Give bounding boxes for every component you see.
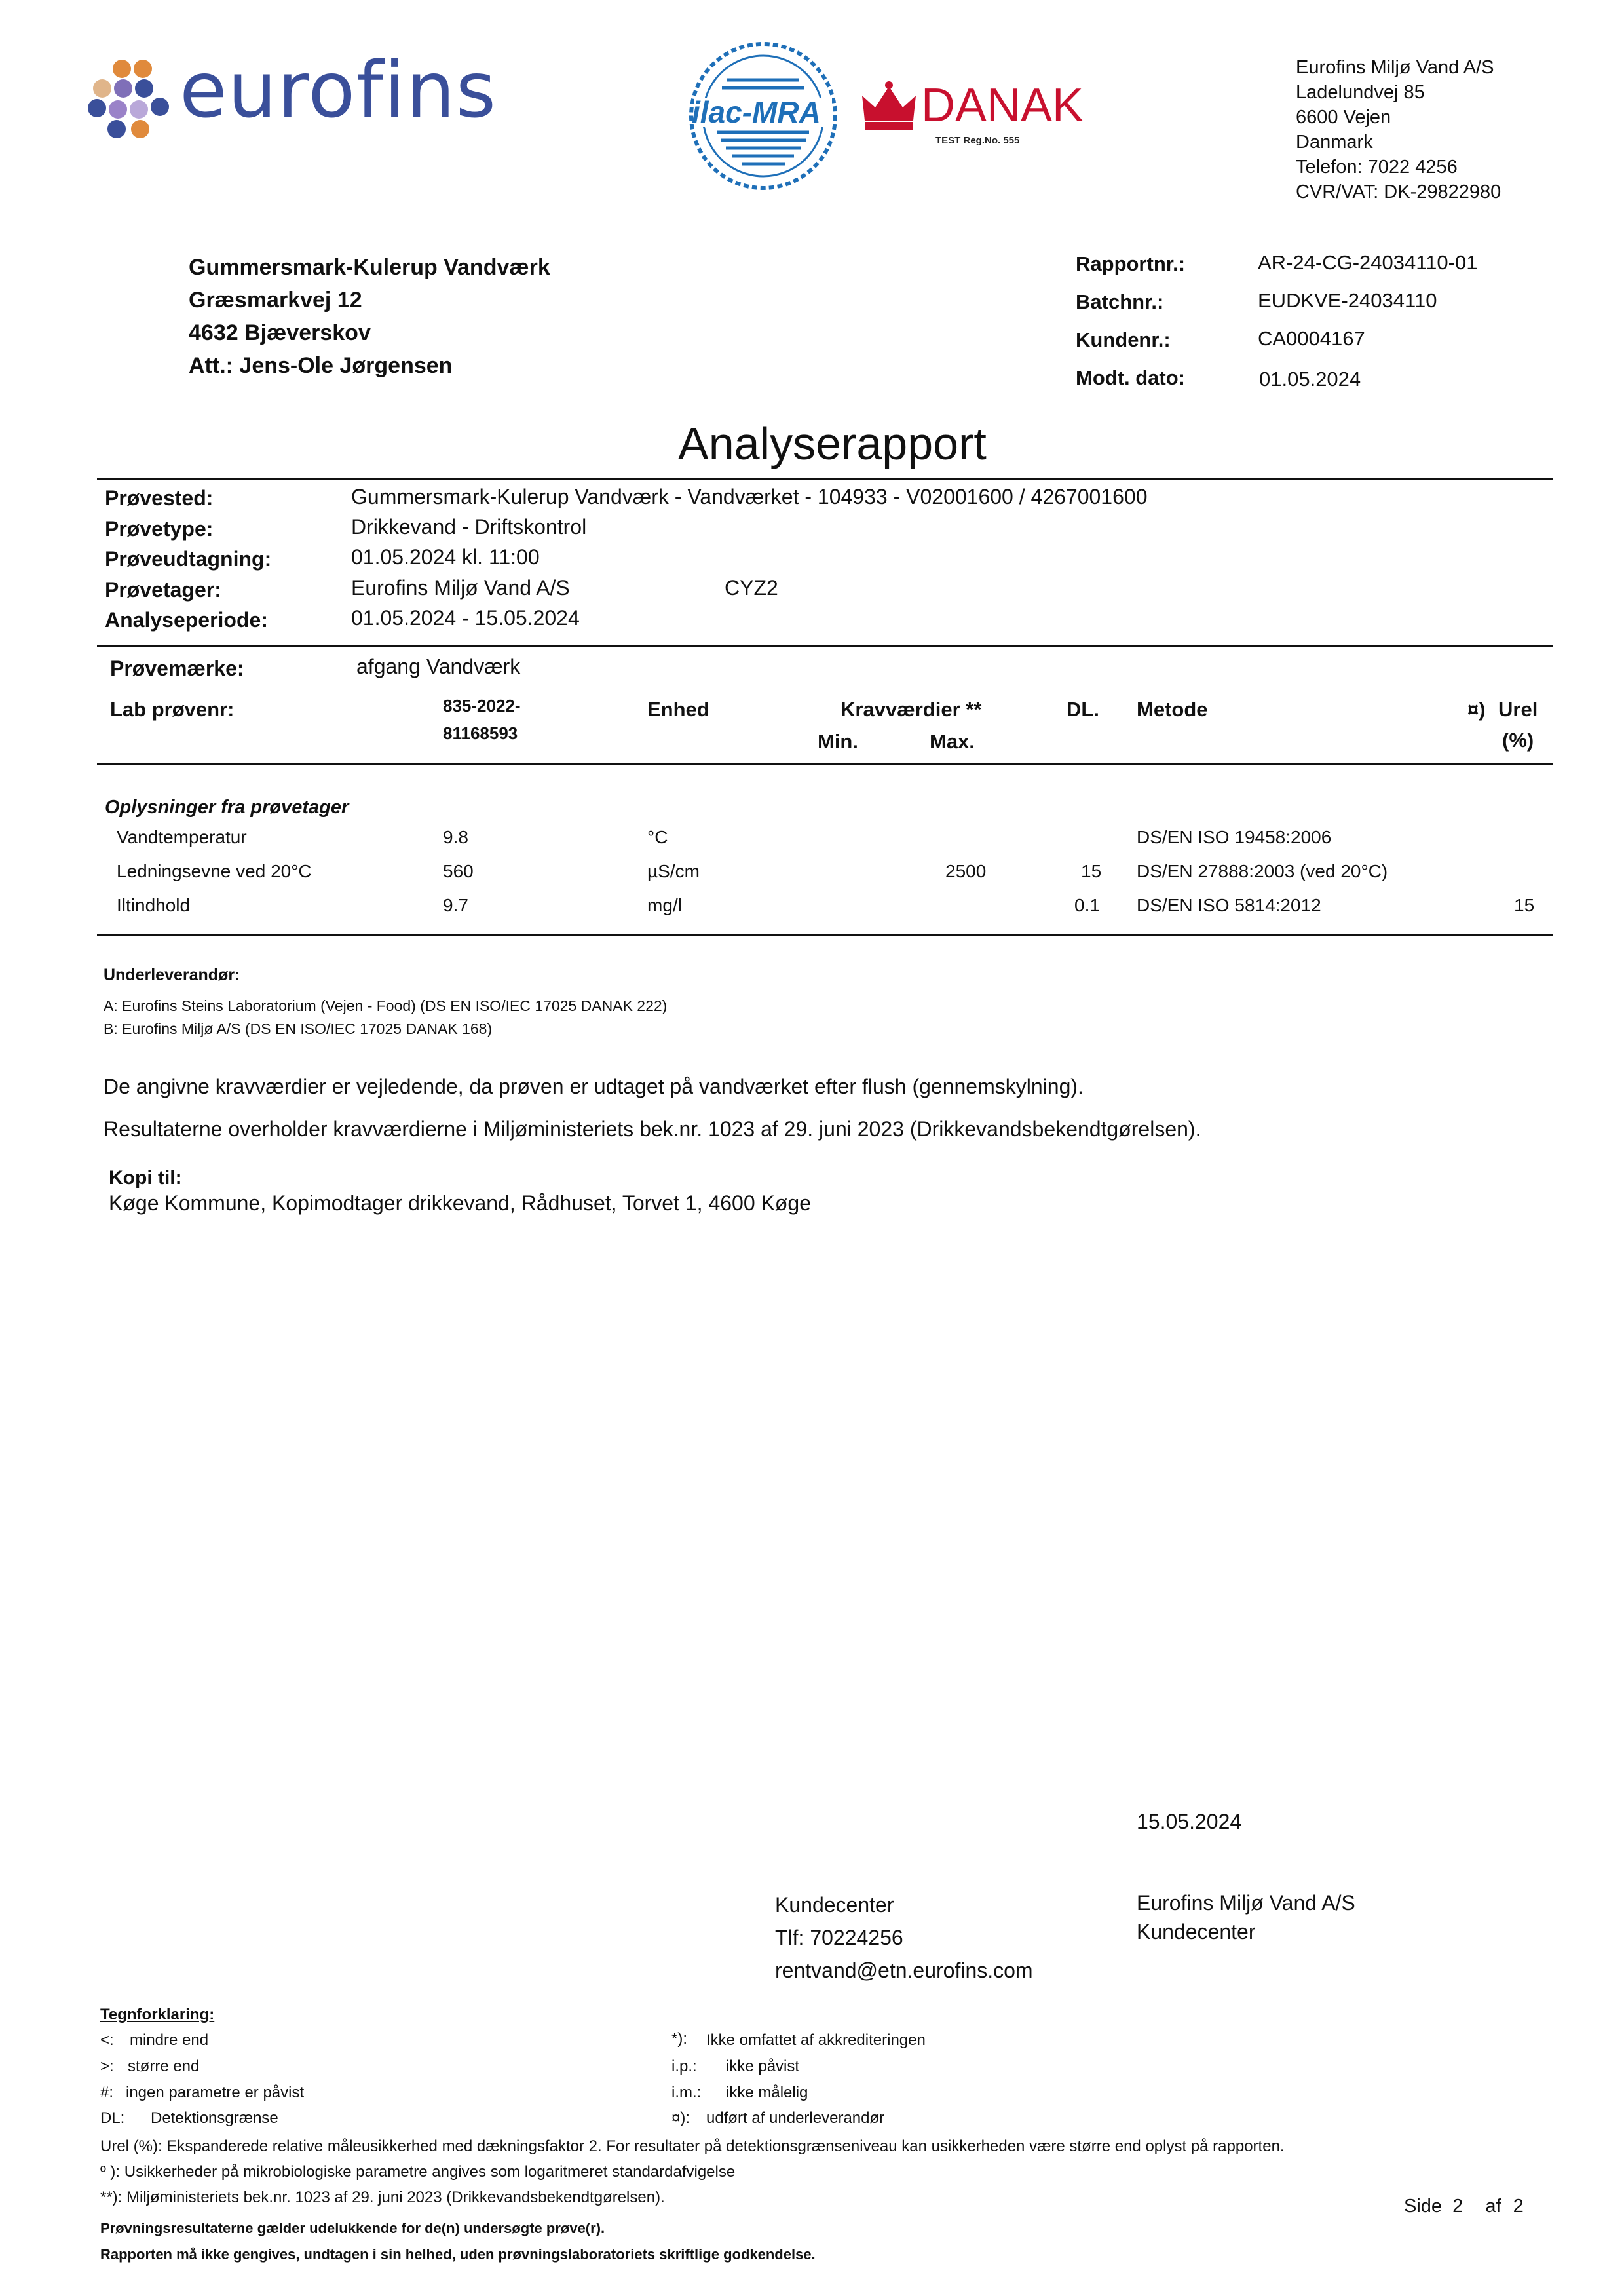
page-of-label: af: [1485, 2196, 1501, 2217]
param-value: 9.7: [443, 895, 468, 915]
customer-line: Græsmarkvej 12: [189, 288, 362, 313]
subcontractor-item: B: Eurofins Miljø A/S (DS EN ISO/IEC 17025 DANAK 168): [104, 1020, 493, 1037]
urel-unit-header: (%): [1502, 729, 1534, 752]
address-line: Ladelundvej 85: [1296, 82, 1425, 103]
legend-text: mindre end: [130, 2031, 209, 2049]
legend-text: ikke påvist: [726, 2057, 800, 2075]
danak-text: DANAK: [921, 79, 1084, 132]
legend-text: ingen parametre er påvist: [126, 2084, 305, 2101]
copy-label: Kopi til:: [109, 1167, 182, 1189]
legend-text: Detektionsgrænse: [151, 2109, 278, 2127]
sample-mark-label: Prøvemærke:: [110, 657, 244, 680]
lab-number-header: Lab prøvenr:: [110, 698, 235, 721]
lab-number-line: 835-2022-: [443, 696, 521, 716]
min-header: Min.: [818, 730, 858, 753]
legend-symbol: <:: [100, 2031, 114, 2049]
sampling-date-label: Prøveudtagning:: [105, 547, 272, 571]
legend-text: større end: [128, 2057, 200, 2075]
legend-title: Tegnforklaring:: [100, 2006, 215, 2023]
contact-line: Tlf: 70224256: [775, 1926, 903, 1949]
subcontractors-title: Underleverandør:: [104, 966, 240, 984]
customer-number-label: Kundenr.:: [1076, 328, 1171, 351]
logo-dots-icon: [88, 60, 170, 135]
param-urel: 15: [1514, 895, 1535, 915]
legend-text: ikke målelig: [726, 2084, 808, 2101]
signature-line: Kundecenter: [1137, 1920, 1256, 1943]
customer-line: 4632 Bjæverskov: [189, 320, 371, 345]
analysis-period-value: 01.05.2024 - 15.05.2024: [351, 606, 580, 630]
lab-number-line: 81168593: [443, 723, 518, 743]
customer-address: [189, 251, 550, 382]
crown-icon: [859, 81, 918, 134]
contact-line: Kundecenter: [775, 1893, 894, 1917]
legend-symbol: DL:: [100, 2109, 125, 2127]
param-value: 9.8: [443, 827, 468, 847]
address-line: Danmark: [1296, 132, 1373, 153]
customer-line: Att.: Jens-Ole Jørgensen: [189, 353, 453, 378]
sample-type-label: Prøvetype:: [105, 517, 214, 541]
analysis-period-label: Analyseperiode:: [105, 608, 268, 632]
legend-line: **): Miljøministeriets bek.nr. 1023 af 29. juni 2023 (Drikkevandsbekendtgørelsen).: [100, 2189, 665, 2206]
legend-text: udført af underleverandør: [706, 2109, 885, 2127]
note: Resultaterne overholder kravværdierne i Miljøministeriets bek.nr. 1023 af 29. juni 2023 (Drikkevandsbekendtgørelsen).: [104, 1117, 1201, 1141]
legend-disclaimer: Rapporten må ikke gengives, undtagen i sin helhed, uden prøvningslaboratoriets skriftlige godkendelse.: [100, 2246, 816, 2263]
dl-header: DL.: [1067, 698, 1099, 721]
sampler-label: Prøvetager:: [105, 578, 221, 602]
sign-date: 15.05.2024: [1137, 1810, 1242, 1833]
param-method: DS/EN ISO 5814:2012: [1137, 895, 1321, 915]
param-name: Ledningsevne ved 20°C: [117, 861, 312, 881]
unit-header: Enhed: [647, 698, 709, 721]
divider: [97, 763, 1553, 765]
param-dl: 15: [1081, 861, 1102, 881]
limits-header: Kravværdier **: [840, 698, 982, 721]
lab-address: [1296, 55, 1501, 204]
subcontractor-header: ¤): [1467, 698, 1486, 721]
page-current: 2: [1452, 2196, 1463, 2217]
received-date-label: Modt. dato:: [1076, 366, 1186, 389]
lab-number-value: [443, 692, 521, 747]
param-unit: °C: [647, 827, 668, 847]
divider: [97, 934, 1553, 936]
legend-symbol: *):: [671, 2030, 687, 2048]
eurofins-logo: [88, 45, 497, 142]
param-dl: 0.1: [1074, 895, 1100, 915]
param-unit: mg/l: [647, 895, 682, 915]
danak-reg: TEST Reg.No. 555: [935, 135, 1020, 146]
method-header: Metode: [1137, 698, 1208, 721]
param-unit: µS/cm: [647, 861, 700, 881]
page-side-label: Side: [1404, 2196, 1443, 2217]
ilac-mra-badge: [688, 41, 839, 191]
page-total: 2: [1513, 2196, 1524, 2217]
param-value: 560: [443, 861, 474, 881]
page-title: Analyserapport: [678, 418, 987, 469]
legend-symbol: ¤):: [671, 2109, 690, 2127]
max-header: Max.: [930, 730, 975, 753]
address-line: Eurofins Miljø Vand A/S: [1296, 57, 1494, 78]
report-number-value: AR-24-CG-24034110-01: [1258, 251, 1478, 274]
param-name: Iltindhold: [117, 895, 191, 915]
legend-line: Urel (%): Ekspanderede relative måleusikkerhed med dækningsfaktor 2. For resultater på detektionsgrænseniveau kan usikkerheden være større end oplyst på rapporten.: [100, 2137, 1285, 2155]
page-number: [1404, 2196, 1524, 2217]
contact-block: [775, 1888, 1033, 1987]
sample-site-value: Gummersmark-Kulerup Vandværk - Vandværket - 104933 - V02001600 / 4267001600: [351, 485, 1148, 508]
report-number-label: Rapportnr.:: [1076, 252, 1186, 275]
legend-disclaimer: Prøvningsresultaterne gælder udelukkende for de(n) undersøgte prøve(r).: [100, 2220, 605, 2236]
legend-symbol: i.p.:: [671, 2057, 697, 2075]
danak-badge: [859, 79, 1082, 157]
note: De angivne kravværdier er vejledende, da prøven er udtaget på vandværket efter flush (gennemskylning).: [104, 1075, 1084, 1098]
address-line: Telefon: 7022 4256: [1296, 157, 1458, 178]
urel-header: Urel: [1498, 698, 1538, 721]
legend-symbol: i.m.:: [671, 2084, 702, 2101]
logo-wordmark: eurofins: [179, 45, 497, 135]
sampler-value: Eurofins Miljø Vand A/S: [351, 576, 570, 600]
legend-line: º ): Usikkerheder på mikrobiologiske parametre angives som logaritmeret standardafvigelse: [100, 2163, 736, 2181]
batch-number-value: EUDKVE-24034110: [1258, 289, 1437, 312]
divider: [97, 645, 1553, 647]
ilac-text: ilac-MRA: [692, 95, 821, 129]
legend-symbol: #:: [100, 2084, 114, 2101]
batch-number-label: Batchnr.:: [1076, 290, 1164, 313]
contact-email: rentvand@etn.eurofins.com: [775, 1959, 1033, 1982]
section-title: Oplysninger fra prøvetager: [105, 797, 349, 818]
copy-value: Køge Kommune, Kopimodtager drikkevand, Rådhuset, Torvet 1, 4600 Køge: [109, 1191, 812, 1215]
received-date-value: 01.05.2024: [1259, 368, 1361, 391]
param-max: 2500: [945, 861, 987, 881]
sampling-date-value: 01.05.2024 kl. 11:00: [351, 545, 540, 569]
signature-line: Eurofins Miljø Vand A/S: [1137, 1891, 1355, 1915]
signature-block: [1137, 1888, 1355, 1946]
param-method: DS/EN 27888:2003 (ved 20°C): [1137, 861, 1388, 881]
legend-symbol: >:: [100, 2057, 114, 2075]
legend-text: Ikke omfattet af akkrediteringen: [706, 2031, 926, 2049]
param-method: DS/EN ISO 19458:2006: [1137, 827, 1332, 847]
subcontractor-item: A: Eurofins Steins Laboratorium (Vejen - Food) (DS EN ISO/IEC 17025 DANAK 222): [104, 997, 668, 1014]
address-line: 6600 Vejen: [1296, 107, 1391, 128]
customer-number-value: CA0004167: [1258, 327, 1365, 350]
divider: [97, 478, 1553, 480]
sampler-code: CYZ2: [725, 576, 778, 600]
customer-line: Gummersmark-Kulerup Vandværk: [189, 255, 550, 280]
address-line: CVR/VAT: DK-29822980: [1296, 182, 1501, 202]
sample-type-value: Drikkevand - Driftskontrol: [351, 515, 587, 539]
param-name: Vandtemperatur: [117, 827, 247, 847]
sample-site-label: Prøvested:: [105, 486, 214, 510]
sample-mark-value: afgang Vandværk: [356, 655, 521, 678]
